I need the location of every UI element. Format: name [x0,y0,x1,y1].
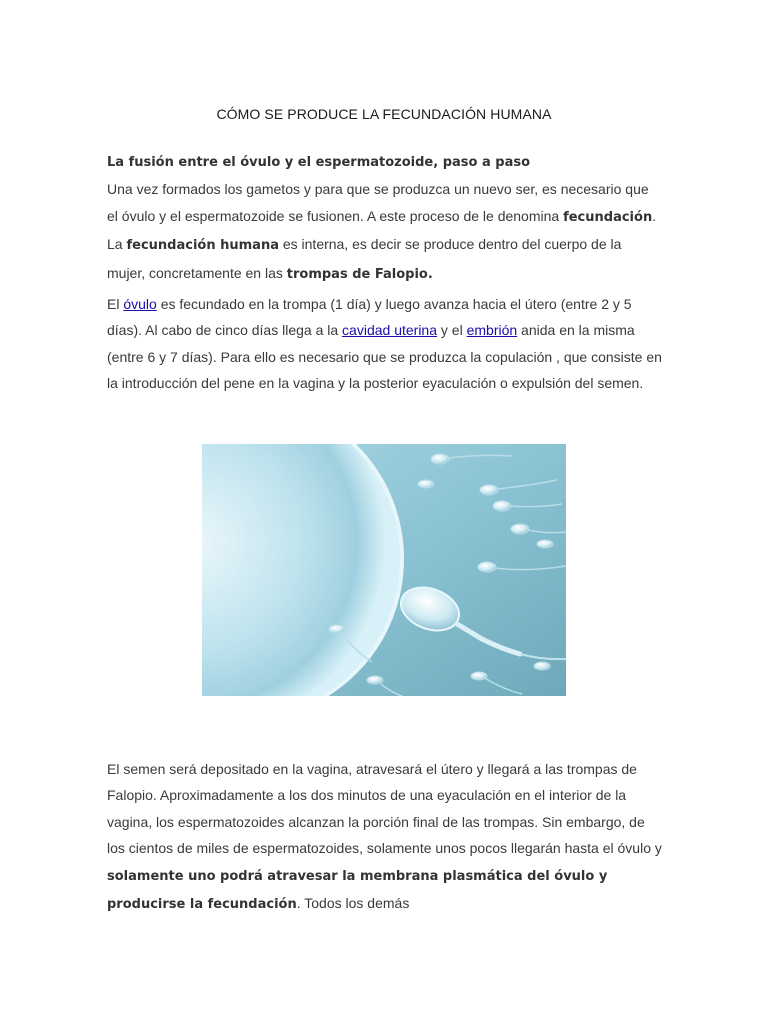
p1-text-2: . La [107,207,657,253]
p1-text-1: Una vez formados los gametos y para que se produzca un nuevo ser, es necesario que el óvulo y el espermatozoide se fusionen. A este proceso de le denomina [107,181,649,224]
p2-text-1: El [107,296,124,312]
p1-bold-trompas: trompas de Falopio. [286,266,433,282]
paragraph-2 [107,291,663,397]
p1-bold-fecundacion: fecundación [563,209,653,225]
p1-bold-fecundacion-humana: fecundación humana [126,238,279,254]
link-cavidad-uterina[interactable]: cavidad uterina [342,322,437,339]
p3-text-2: . Todos los demás [296,895,410,912]
section-subheading: La fusión entre el óvulo y el espermatozoide, paso a paso [107,155,531,170]
paragraph-3 [107,756,663,918]
p3-bold-membrana: solamente uno podrá atravesar la membrana plasmática del óvulo y producirse la fecundación [107,868,608,913]
p2-text-4: anida en la misma (entre 6 y 7 días). Para ello es necesario que se produzca la copulación , que consiste en la introducción del pene en la vagina y la posterior eyaculación o expulsión del semen. [107,322,662,392]
p1-text-3: es interna, es decir se produce dentro del cuerpo de la mujer, concretamente en las [107,236,622,281]
p2-text-2: es fecundado en la trompa (1 día) y luego avanza hacia el útero (entre 2 y 5 días). Al cabo de cinco días llega a la [107,296,632,339]
p3-text-1: El semen será depositado en la vagina, atravesará el útero y llegará a las trompas de Falopio. Aproximadamente a los dos minutos de una eyaculación en el interior de la vagina, los espermatozoides alcanzan la porción final de las trompas. Sin embargo, de los cientos de miles de espermatozoides, solamente unos pocos llegarán hasta el óvulo y [107,761,662,857]
paragraph-1 [107,176,663,288]
p2-text-3: y el [437,322,467,339]
sperm-and-ovum-image [202,444,566,696]
intro-section [107,150,663,288]
link-ovulo[interactable]: óvulo [123,296,157,312]
link-embrion[interactable]: embrión [466,322,518,339]
fertilization-illustration [202,444,566,696]
document-title: CÓMO SE PRODUCE LA FECUNDACIÓN HUMANA [216,106,552,122]
